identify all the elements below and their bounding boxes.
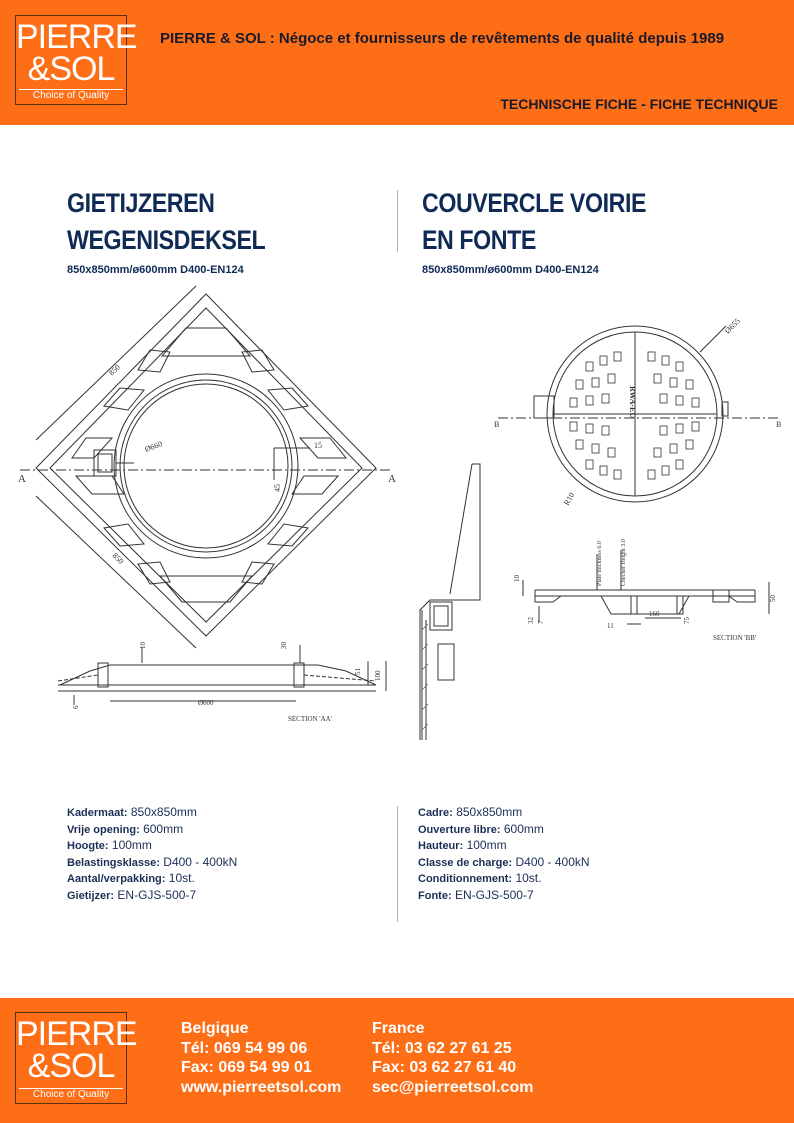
country-belgium: Belgique (181, 1020, 249, 1037)
spec-row (418, 822, 590, 839)
section-bb-dim-10: 10 (513, 575, 521, 582)
spec-label: Vrije opening: (67, 823, 140, 836)
spec-value: 100mm (466, 838, 507, 852)
logo-line2: &SOL (27, 50, 115, 88)
email-link[interactable]: sec@pierreetsol.com (372, 1078, 534, 1096)
france-fax: Fax: 03 62 27 61 40 (372, 1059, 517, 1076)
spec-value: EN-GJS-500-7 (454, 887, 534, 902)
spec-row (67, 888, 237, 905)
spec-label: Fonte: (418, 889, 452, 902)
specs-separator (397, 806, 398, 922)
spec-value: 600mm (503, 821, 544, 836)
right-title-line2: EN FONTE (422, 225, 536, 255)
cover-dia-655: Ø655 (723, 316, 742, 336)
spec-label: Classe de charge: (418, 856, 513, 869)
left-title (67, 185, 265, 259)
contact-france (372, 1019, 533, 1097)
cover-plate-thickness: Plate thickness 6.0 (597, 541, 603, 586)
section-bb-dim-160: 160 (649, 610, 660, 618)
spec-value: 850x850mm (130, 805, 197, 819)
frame-section-mark-left: A (18, 473, 26, 485)
spec-value: 600mm (143, 821, 184, 836)
section-aa-dim-100: 100 (374, 670, 382, 681)
spec-value: 850x850mm (456, 805, 523, 819)
cover-section-mark-right: B (776, 420, 782, 429)
france-phone[interactable]: Tél: 03 62 27 61 25 (372, 1039, 512, 1057)
left-subtitle: 850x850mm/ø600mm D400-EN124 (67, 264, 244, 276)
company-logo[interactable] (15, 15, 137, 105)
right-title (422, 185, 646, 259)
left-title-line2: WEGENISDEKSEL (67, 225, 266, 255)
spec-label: Conditionnement: (418, 873, 513, 885)
spec-value: 100mm (111, 838, 152, 852)
spec-value: 10st. (168, 871, 195, 885)
frame-section-drawing (50, 635, 400, 730)
cover-marking: RWA-EU (628, 386, 637, 419)
section-aa-dim-6: 6 (72, 705, 80, 709)
spec-label: Kadermaat: (67, 807, 128, 819)
section-bb-dim-7: 7 (537, 620, 545, 624)
country-france: France (372, 1020, 425, 1037)
section-bb-dim-32: 32 (527, 617, 535, 624)
left-title-line1: GIETIJZEREN (67, 188, 215, 218)
section-bb-caption: SECTION 'BB' (713, 634, 757, 642)
spec-row (67, 822, 237, 839)
right-title-line1: COUVERCLE VOIRIE (422, 188, 647, 218)
frame-dim-45: 45 (273, 484, 282, 492)
section-aa-dia-600: Ø600 (198, 699, 214, 707)
spec-label: Cadre: (418, 807, 453, 819)
spec-row (67, 805, 237, 822)
website-link[interactable]: www.pierreetsol.com (181, 1078, 342, 1096)
right-specs (418, 805, 590, 904)
left-specs (67, 805, 237, 904)
title-separator (397, 190, 398, 252)
belgium-phone[interactable]: Tél: 069 54 99 06 (181, 1039, 308, 1057)
cover-detail-drawing (410, 460, 490, 745)
footer-band (0, 998, 794, 1123)
frame-dim-15: 15 (314, 441, 322, 450)
section-aa-caption: SECTION 'AA' (288, 715, 332, 723)
spec-label: Ouverture libre: (418, 823, 501, 836)
spec-label: Belastingsklasse: (67, 856, 160, 869)
frame-dia-660: Ø660 (143, 439, 164, 454)
section-aa-dim-10: 10 (139, 642, 147, 649)
spec-row (418, 838, 590, 855)
cover-radius: R10 (561, 490, 577, 507)
spec-value: D400 - 400kN (163, 854, 238, 869)
logo-tagline: Choice of Quality (19, 89, 123, 102)
frame-dim-bottom: 850 (110, 551, 126, 566)
spec-label: Aantal/verpakking: (67, 873, 166, 885)
spec-label: Gietijzer: (67, 889, 115, 902)
right-subtitle: 850x850mm/ø600mm D400-EN124 (422, 264, 599, 276)
cover-plan-drawing (490, 310, 790, 510)
cover-section-mark-left: B (494, 420, 500, 429)
section-bb-dim-11: 11 (607, 622, 614, 630)
logo-line1: PIERRE (16, 18, 137, 56)
frame-section-mark-right: A (388, 473, 396, 485)
spec-label: Hoogte: (67, 840, 109, 852)
spec-value: 10st. (515, 871, 542, 885)
section-bb-dim-75: 75 (683, 617, 691, 624)
spec-row (418, 888, 590, 905)
header-band (0, 0, 794, 125)
logo-line2: &SOL (27, 1047, 115, 1085)
cover-section-drawing (505, 510, 790, 645)
frame-dim-top: 850 (107, 362, 122, 378)
section-bb-dim-50: 50 (769, 595, 777, 602)
section-aa-dim-51: 51 (354, 668, 362, 675)
spec-row (418, 805, 590, 822)
footer-logo[interactable] (15, 1012, 137, 1104)
logo-tagline: Choice of Quality (19, 1088, 123, 1101)
spec-label: Hauteur: (418, 840, 464, 852)
frame-plan-drawing (0, 280, 400, 650)
contact-belgium (181, 1019, 341, 1097)
spec-value: D400 - 400kN (515, 854, 590, 869)
section-aa-dim-30: 30 (280, 642, 288, 649)
spec-row (67, 855, 237, 872)
belgium-fax: Fax: 069 54 99 01 (181, 1059, 312, 1076)
spec-value: EN-GJS-500-7 (117, 887, 197, 902)
spec-row (418, 855, 590, 872)
logo-line1: PIERRE (16, 1015, 137, 1053)
document-type: TECHNISCHE FICHE - FICHE TECHNIQUE (500, 96, 778, 112)
spec-row (67, 838, 237, 855)
company-tagline: PIERRE & SOL : Négoce et fournisseurs de revêtements de qualité depuis 1989 (160, 30, 725, 47)
spec-row (418, 871, 590, 888)
cover-checker-height: Checker Height 3.0 (621, 539, 627, 586)
spec-row (67, 871, 237, 888)
